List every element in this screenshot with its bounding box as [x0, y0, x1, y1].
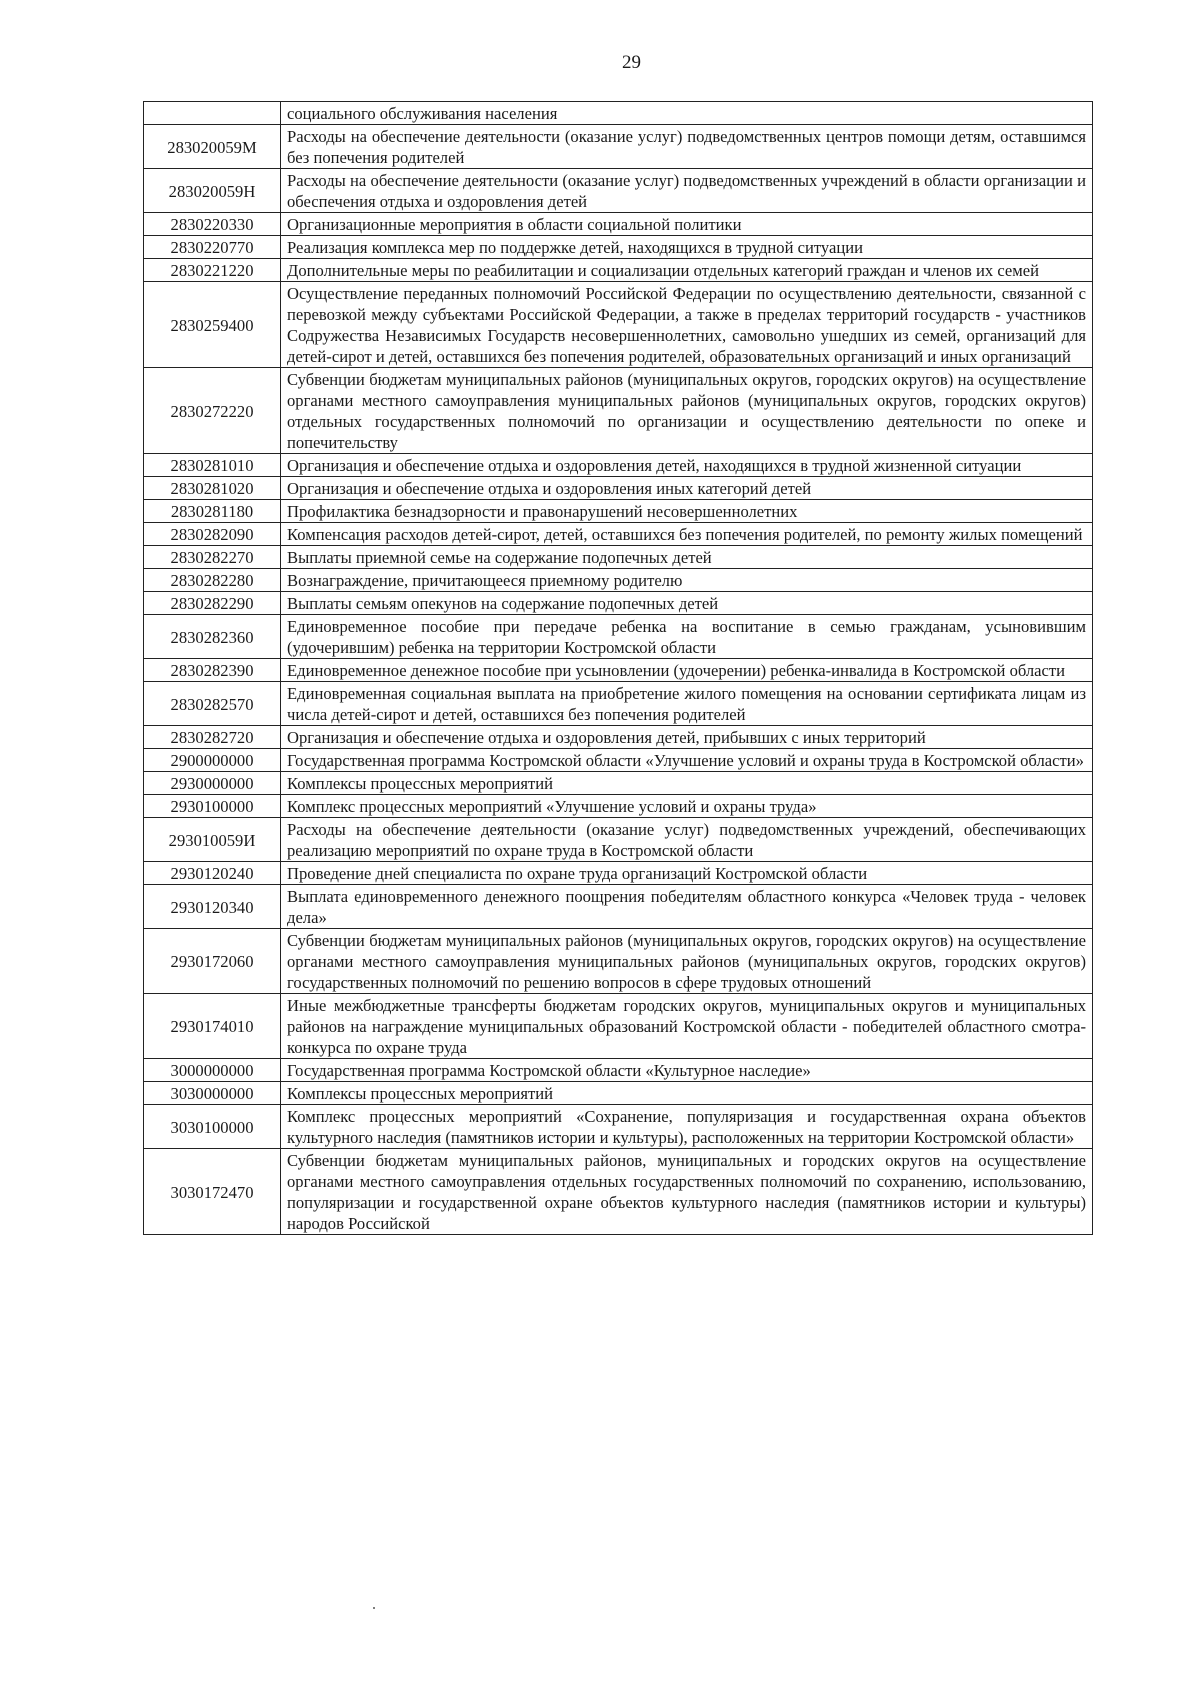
budget-classification-table: [143, 101, 1093, 1235]
row-description: Проведение дней специалиста по охране труда организаций Костромской области: [281, 862, 1093, 885]
row-code: 2830282280: [144, 569, 281, 592]
row-code: 2830282720: [144, 726, 281, 749]
table-row: [144, 726, 1093, 749]
row-description: Комплексы процессных мероприятий: [281, 1082, 1093, 1105]
row-code: 2930172060: [144, 929, 281, 994]
row-description: Организация и обеспечение отдыха и оздоровления детей, находящихся в трудной жизненной ситуации: [281, 454, 1093, 477]
row-description: Субвенции бюджетам муниципальных районов (муниципальных округов, городских округов) на осуществление органами местного самоуправления муниципальных районов (муниципальных округов, городских округов) государственных полномочий по решению вопросов в сфере трудовых отношений: [281, 929, 1093, 994]
row-code: 2930000000: [144, 772, 281, 795]
row-description: Расходы на обеспечение деятельности (оказание услуг) подведомственных учреждений, обеспечивающих реализацию мероприятий по охране труда в Костромской области: [281, 818, 1093, 862]
row-description: Осуществление переданных полномочий Российской Федерации по осуществлению деятельности, связанной с перевозкой между субъектами Российской Федерации, а также в пределах территорий государств - участников Содружества Независимых Государств несовершеннолетних, самовольно ушедших из семей, организаций для детей-сирот и детей, оставшихся без попечения родителей, образовательных организаций и иных организаций: [281, 282, 1093, 368]
row-description: Комплекс процессных мероприятий «Сохранение, популяризация и государственная охрана объектов культурного наследия (памятников истории и культуры), расположенных на территории Костромской области»: [281, 1105, 1093, 1149]
row-code: 283020059Н: [144, 169, 281, 213]
row-code: 2830282270: [144, 546, 281, 569]
table-row: [144, 125, 1093, 169]
row-code: 283020059М: [144, 125, 281, 169]
row-description: Субвенции бюджетам муниципальных районов, муниципальных и городских округов на осуществление органами местного самоуправления отдельных государственных полномочий по сохранению, использованию, популяризации и государственной охране объектов культурного наследия (памятников истории и культуры) народов Российской: [281, 1149, 1093, 1235]
table-row: [144, 368, 1093, 454]
row-description: Выплаты приемной семье на содержание подопечных детей: [281, 546, 1093, 569]
row-code: 2830282090: [144, 523, 281, 546]
table-row: [144, 885, 1093, 929]
table-row: [144, 259, 1093, 282]
table-row: [144, 615, 1093, 659]
row-description: Единовременная социальная выплата на приобретение жилого помещения на основании сертификата лицам из числа детей-сирот и детей, оставшихся без попечения родителей: [281, 682, 1093, 726]
row-description: Расходы на обеспечение деятельности (оказание услуг) подведомственных учреждений в области организации и обеспечения отдыха и оздоровления детей: [281, 169, 1093, 213]
row-description: Расходы на обеспечение деятельности (оказание услуг) подведомственных центров помощи детям, оставшимся без попечения родителей: [281, 125, 1093, 169]
table-row: [144, 282, 1093, 368]
page-number: 29: [622, 52, 641, 73]
table-row: [144, 1149, 1093, 1235]
table-row: [144, 818, 1093, 862]
row-code: 2830259400: [144, 282, 281, 368]
scan-speck: [373, 1607, 375, 1609]
row-description: Выплаты семьям опекунов на содержание подопечных детей: [281, 592, 1093, 615]
row-code: 2930174010: [144, 994, 281, 1059]
row-code: 2930120340: [144, 885, 281, 929]
row-description: Единовременное пособие при передаче ребенка на воспитание в семью гражданам, усыновившим (удочерившим) ребенка на территории Костромской области: [281, 615, 1093, 659]
table-row: [144, 1082, 1093, 1105]
row-description: Профилактика безнадзорности и правонарушений несовершеннолетних: [281, 500, 1093, 523]
row-code: 3030100000: [144, 1105, 281, 1149]
table-row: [144, 102, 1093, 125]
table-row: [144, 569, 1093, 592]
table-row: [144, 169, 1093, 213]
table-row: [144, 592, 1093, 615]
row-code: 3030172470: [144, 1149, 281, 1235]
row-description: Реализация комплекса мер по поддержке детей, находящихся в трудной ситуации: [281, 236, 1093, 259]
table-row: [144, 929, 1093, 994]
table-row: [144, 1105, 1093, 1149]
table-row: [144, 546, 1093, 569]
table-row: [144, 659, 1093, 682]
table-row: [144, 477, 1093, 500]
row-description: Государственная программа Костромской области «Культурное наследие»: [281, 1059, 1093, 1082]
row-description: Государственная программа Костромской области «Улучшение условий и охраны труда в Костромской области»: [281, 749, 1093, 772]
table-row: [144, 213, 1093, 236]
row-code: 2830220770: [144, 236, 281, 259]
row-description: Выплата единовременного денежного поощрения победителям областного конкурса «Человек труда - человек дела»: [281, 885, 1093, 929]
row-code: 2830281180: [144, 500, 281, 523]
row-code: 2830282570: [144, 682, 281, 726]
row-description: Компенсация расходов детей-сирот, детей, оставшихся без попечения родителей, по ремонту жилых помещений: [281, 523, 1093, 546]
row-code: 2830272220: [144, 368, 281, 454]
row-code: 2830221220: [144, 259, 281, 282]
table-row: [144, 523, 1093, 546]
row-code: 2830281020: [144, 477, 281, 500]
table-row: [144, 772, 1093, 795]
table-row: [144, 1059, 1093, 1082]
table-row: [144, 795, 1093, 818]
table-row: [144, 994, 1093, 1059]
row-code: 2930100000: [144, 795, 281, 818]
row-description: Вознаграждение, причитающееся приемному родителю: [281, 569, 1093, 592]
row-code: 2830281010: [144, 454, 281, 477]
table-row: [144, 749, 1093, 772]
row-description: Субвенции бюджетам муниципальных районов (муниципальных округов, городских округов) на осуществление органами местного самоуправления муниципальных районов (муниципальных округов, городских округов) отдельных государственных полномочий по организации и осуществлению деятельности по опеке и попечительству: [281, 368, 1093, 454]
row-code: 3000000000: [144, 1059, 281, 1082]
row-description: Иные межбюджетные трансферты бюджетам городских округов, муниципальных округов и муниципальных районов на награждение муниципальных образований Костромской области - победителей областного смотра-конкурса по охране труда: [281, 994, 1093, 1059]
row-code: 293010059И: [144, 818, 281, 862]
row-description: Организация и обеспечение отдыха и оздоровления иных категорий детей: [281, 477, 1093, 500]
row-description: Комплексы процессных мероприятий: [281, 772, 1093, 795]
row-code: 2830282360: [144, 615, 281, 659]
row-code: [144, 102, 281, 125]
row-description: Организационные мероприятия в области социальной политики: [281, 213, 1093, 236]
row-code: 2830282290: [144, 592, 281, 615]
table-row: [144, 454, 1093, 477]
row-code: 3030000000: [144, 1082, 281, 1105]
row-description: Комплекс процессных мероприятий «Улучшение условий и охраны труда»: [281, 795, 1093, 818]
row-code: 2930120240: [144, 862, 281, 885]
row-code: 2900000000: [144, 749, 281, 772]
table-row: [144, 236, 1093, 259]
row-code: 2830282390: [144, 659, 281, 682]
row-description: социального обслуживания населения: [281, 102, 1093, 125]
row-description: Единовременное денежное пособие при усыновлении (удочерении) ребенка-инвалида в Костромской области: [281, 659, 1093, 682]
row-code: 2830220330: [144, 213, 281, 236]
row-description: Организация и обеспечение отдыха и оздоровления детей, прибывших с иных территорий: [281, 726, 1093, 749]
table-row: [144, 500, 1093, 523]
table-body: [144, 102, 1093, 1235]
row-description: Дополнительные меры по реабилитации и социализации отдельных категорий граждан и членов их семей: [281, 259, 1093, 282]
table-row: [144, 682, 1093, 726]
table-row: [144, 862, 1093, 885]
